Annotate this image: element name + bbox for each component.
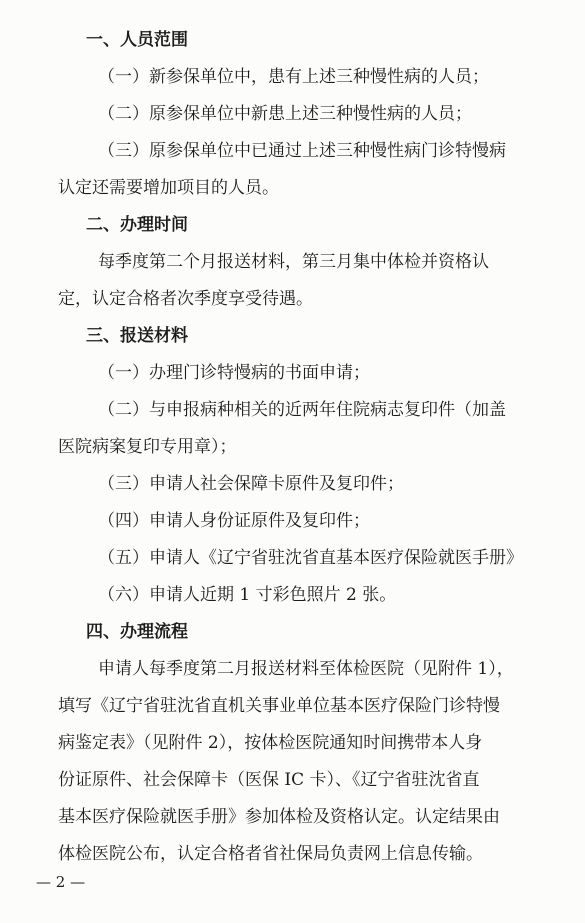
list-item: （二）原参保单位中新患上述三种慢性病的人员；: [98, 104, 472, 124]
paragraph-line: 每季度第二个月报送材料，第三月集中体检并资格认: [98, 252, 489, 272]
section-heading-materials: 三、报送材料: [86, 326, 188, 346]
list-item: （一）办理门诊特慢病的书面申请；: [98, 363, 370, 383]
paragraph-line: 基本医疗保险就医手册》参加体检及资格认定。认定结果由: [58, 807, 500, 827]
list-item: （一）新参保单位中，患有上述三种慢性病的人员；: [98, 67, 489, 87]
list-item: （二）与申报病种相关的近两年住院病志复印件（加盖: [98, 400, 506, 420]
paragraph-line: 体检医院公布，认定合格者省社保局负责网上信息传输。: [58, 844, 483, 864]
section-heading-personnel-scope: 一、人员范围: [86, 30, 188, 50]
list-item: （三）申请人社会保障卡原件及复印件；: [98, 474, 404, 494]
list-item: （四）申请人身份证原件及复印件；: [98, 511, 370, 531]
paragraph-line: 定，认定合格者次季度享受待遇。: [58, 289, 313, 309]
list-item: （三）原参保单位中已通过上述三种慢性病门诊特慢病: [98, 141, 506, 161]
paragraph-line: 份证原件、社会保障卡（医保 IC 卡）、《辽宁省驻沈省直: [58, 770, 480, 790]
section-heading-processing-time: 二、办理时间: [86, 215, 188, 235]
list-item-continuation: 认定还需要增加项目的人员。: [58, 178, 279, 198]
list-item: （六）申请人近期 1 寸彩色照片 2 张。: [98, 585, 397, 605]
paragraph-line: 申请人每季度第二月报送材料至体检医院（见附件 1），: [98, 659, 514, 679]
page-number: — 2 —: [36, 873, 86, 891]
list-item: （五）申请人《辽宁省驻沈省直基本医疗保险就医手册》: [98, 548, 523, 568]
list-item-continuation: 医院病案复印专用章）；: [58, 437, 237, 457]
section-heading-procedure: 四、办理流程: [86, 622, 188, 642]
paragraph-line: 病鉴定表》（见附件 2），按体检医院通知时间携带本人身: [58, 733, 483, 753]
paragraph-line: 填写《辽宁省驻沈省直机关事业单位基本医疗保险门诊特慢: [58, 696, 500, 716]
